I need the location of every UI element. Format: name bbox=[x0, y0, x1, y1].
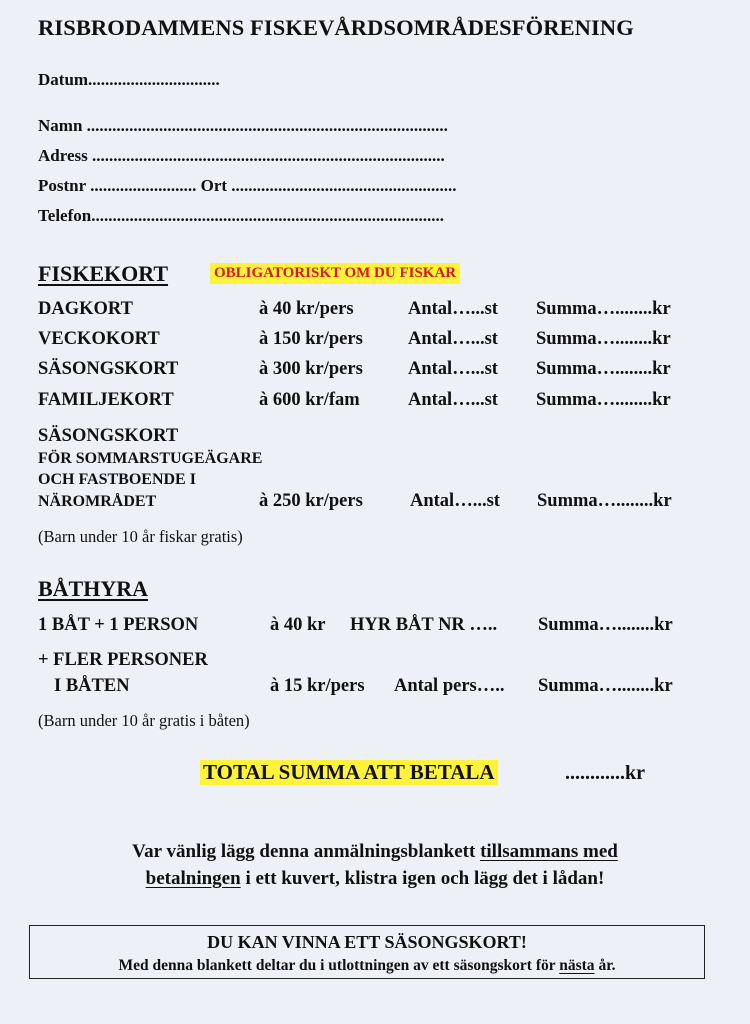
boat-row-summa: Summa…........kr bbox=[538, 615, 673, 635]
total-label: TOTAL SUMMA ATT BETALA bbox=[200, 760, 498, 785]
row-name: VECKOKORT bbox=[38, 329, 160, 349]
special-line-1: FÖR SOMMARSTUGEÄGARE bbox=[38, 450, 263, 467]
adress-field: Adress ................................................................................... bbox=[38, 146, 445, 165]
row-price: à 150 kr/pers bbox=[259, 329, 363, 349]
prize-text-underlined: nästa bbox=[559, 957, 595, 974]
special-line-2: OCH FASTBOENDE I bbox=[38, 471, 196, 488]
prize-text bbox=[30, 957, 704, 975]
row-summa: Summa…........kr bbox=[536, 299, 671, 319]
postnr-ort-field: Postnr ......................... Ort ..................................................... bbox=[38, 176, 457, 195]
bathyra-heading: BÅTHYRA bbox=[38, 576, 149, 601]
row-name: FAMILJEKORT bbox=[38, 390, 174, 410]
row-antal: Antal…...st bbox=[408, 329, 498, 349]
prize-box bbox=[29, 925, 705, 979]
row-antal: Antal…...st bbox=[408, 359, 498, 379]
instruction-text: i ett kuvert, klistra igen och lägg det i lådan! bbox=[240, 868, 605, 889]
instruction-line-1 bbox=[0, 841, 750, 863]
row-price: à 300 kr/pers bbox=[259, 359, 363, 379]
instruction-text: Var vänlig lägg denna anmälningsblankett bbox=[132, 841, 481, 862]
row-antal: Antal…...st bbox=[408, 299, 498, 319]
row-summa: Summa…........kr bbox=[536, 359, 671, 379]
extra-persons-price: à 15 kr/pers bbox=[270, 676, 365, 696]
boat-number-field: HYR BÅT NR ….. bbox=[350, 615, 498, 635]
namn-field: Namn ..................................................................................... bbox=[38, 116, 448, 135]
row-name: DAGKORT bbox=[38, 299, 133, 319]
row-summa: Summa…........kr bbox=[536, 390, 671, 410]
prize-title: DU KAN VINNA ETT SÄSONGSKORT! bbox=[207, 932, 527, 952]
special-antal: Antal…...st bbox=[410, 491, 500, 511]
row-antal: Antal…...st bbox=[408, 390, 498, 410]
prize-text-a: Med denna blankett deltar du i utlottningen av ett säsongskort för bbox=[118, 957, 560, 974]
fiskekort-heading: FISKEKORT bbox=[38, 261, 169, 286]
extra-persons-name-1: + FLER PERSONER bbox=[38, 650, 208, 670]
form-title: RISBRODAMMENS FISKEVÅRDSOMRÅDESFÖRENING bbox=[38, 15, 634, 40]
extra-persons-summa: Summa…........kr bbox=[538, 676, 673, 696]
row-price: à 40 kr/pers bbox=[259, 299, 354, 319]
instruction-line-2 bbox=[0, 868, 750, 890]
instruction-underlined: tillsammans med bbox=[480, 841, 618, 862]
mandatory-badge: OBLIGATORISKT OM DU FISKAR bbox=[210, 263, 460, 284]
extra-persons-name-2: I BÅTEN bbox=[54, 676, 130, 696]
extra-persons-antal: Antal pers….. bbox=[394, 676, 505, 696]
special-price: à 250 kr/pers bbox=[259, 491, 363, 511]
fiskekort-note: (Barn under 10 år fiskar gratis) bbox=[38, 527, 243, 546]
datum-field: Datum............................... bbox=[38, 70, 220, 89]
telefon-field: Telefon................................................................................... bbox=[38, 206, 444, 225]
total-field: ............kr bbox=[565, 762, 645, 784]
special-line-3: NÄROMRÅDET bbox=[38, 493, 157, 510]
row-summa: Summa…........kr bbox=[536, 329, 671, 349]
boat-row-name: 1 BÅT + 1 PERSON bbox=[38, 615, 199, 635]
row-price: à 600 kr/fam bbox=[259, 390, 360, 410]
instruction-underlined: betalningen bbox=[145, 868, 241, 889]
boat-row-price: à 40 kr bbox=[270, 615, 326, 635]
special-summa: Summa…........kr bbox=[537, 491, 672, 511]
special-name: SÄSONGSKORT bbox=[38, 426, 179, 446]
bathyra-note: (Barn under 10 år gratis i båten) bbox=[38, 711, 250, 730]
prize-text-b: år. bbox=[594, 957, 616, 974]
row-name: SÄSONGSKORT bbox=[38, 359, 179, 379]
